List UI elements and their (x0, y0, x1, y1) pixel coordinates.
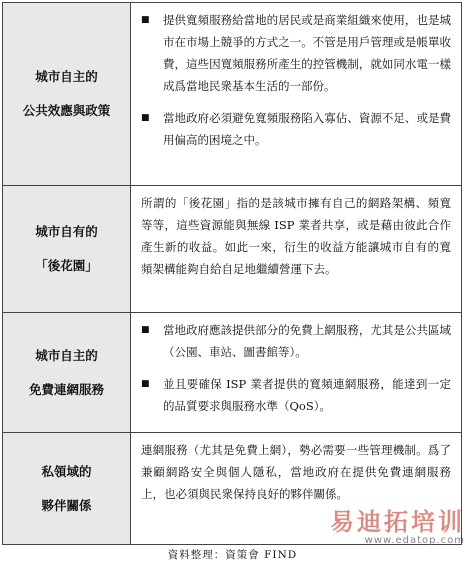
row-label-cell (3, 186, 131, 313)
square-bullet-icon: ■ (141, 325, 150, 335)
bullet-item (141, 107, 451, 151)
row-content-cell (131, 433, 462, 545)
row-label-line: 「後花園」 (35, 258, 98, 273)
row-label-cell (3, 433, 131, 545)
square-bullet-icon: ■ (141, 379, 150, 389)
policy-table (2, 2, 462, 545)
row-content-cell (131, 186, 462, 313)
row-label-line: 夥伴關係 (41, 497, 92, 513)
row-paragraph: 連網服務（尤其是免費上網），勢必需要一些管理機制。爲了兼顧網路安全與個人隱私，當地政府在提供免費連網服務上，也必須與民衆保持良好的夥伴關係。 (141, 443, 451, 501)
bullet-text: 提供寬頻服務給當地的居民或是商業組織來使用，也是城市在市場上競爭的方式之一。不管是用戶管理或是帳單收費，這些因寬頻服務所產生的控管機制，就如同水電一樣成爲當地民衆基本生活的一部份。 (163, 13, 451, 93)
row-label-line: 公共效應與政策 (22, 103, 111, 118)
source-caption: 資料整理：資策會 FIND (167, 549, 298, 561)
table-row (3, 186, 462, 313)
bullet-item (141, 319, 451, 363)
row-content-cell (131, 313, 462, 433)
square-bullet-icon: ■ (141, 113, 150, 123)
row-label-line: 城市自有的 (35, 224, 98, 239)
bullet-text: 當地政府應該提供部分的免費上網服務，尤其是公共區域（公園、車站、圖書館等）。 (163, 323, 451, 359)
watermark-url: www.edatop.com (364, 535, 465, 546)
bullet-item (141, 9, 451, 97)
row-label-line: 免費連網服務 (28, 381, 104, 397)
square-bullet-icon: ■ (141, 15, 150, 25)
row-paragraph: 所謂的「後花園」指的是該城市擁有自己的網路架構、頻寬等等，這些資源能與無線 ISP 業者共享，或是藉由彼此合作產生新的收益。如此一來，衍生的收益方能讓城市自有的寬頻架構能夠自給自足地繼續營運下去。 (141, 196, 451, 276)
row-label-line: 私領域的 (41, 463, 92, 479)
bullet-item (141, 373, 451, 417)
row-label-line: 城市自主的 (35, 347, 98, 363)
table-row (3, 433, 462, 545)
table-row (3, 313, 462, 433)
bullet-text: 當地政府必須避免寬頻服務陷入寡佔、資源不足、或是費用偏高的困境之中。 (163, 111, 451, 147)
watermark-text: 易迪拓培训 (330, 508, 465, 536)
row-label-cell (3, 3, 131, 186)
row-label-cell (3, 313, 131, 433)
row-label-line: 城市自主的 (35, 69, 98, 84)
table-row (3, 3, 462, 186)
row-content-cell (131, 3, 462, 186)
bullet-text: 並且要確保 ISP 業者提供的寬頻連網服務，能達到一定的品質要求與服務水準（QoS）。 (163, 377, 451, 413)
